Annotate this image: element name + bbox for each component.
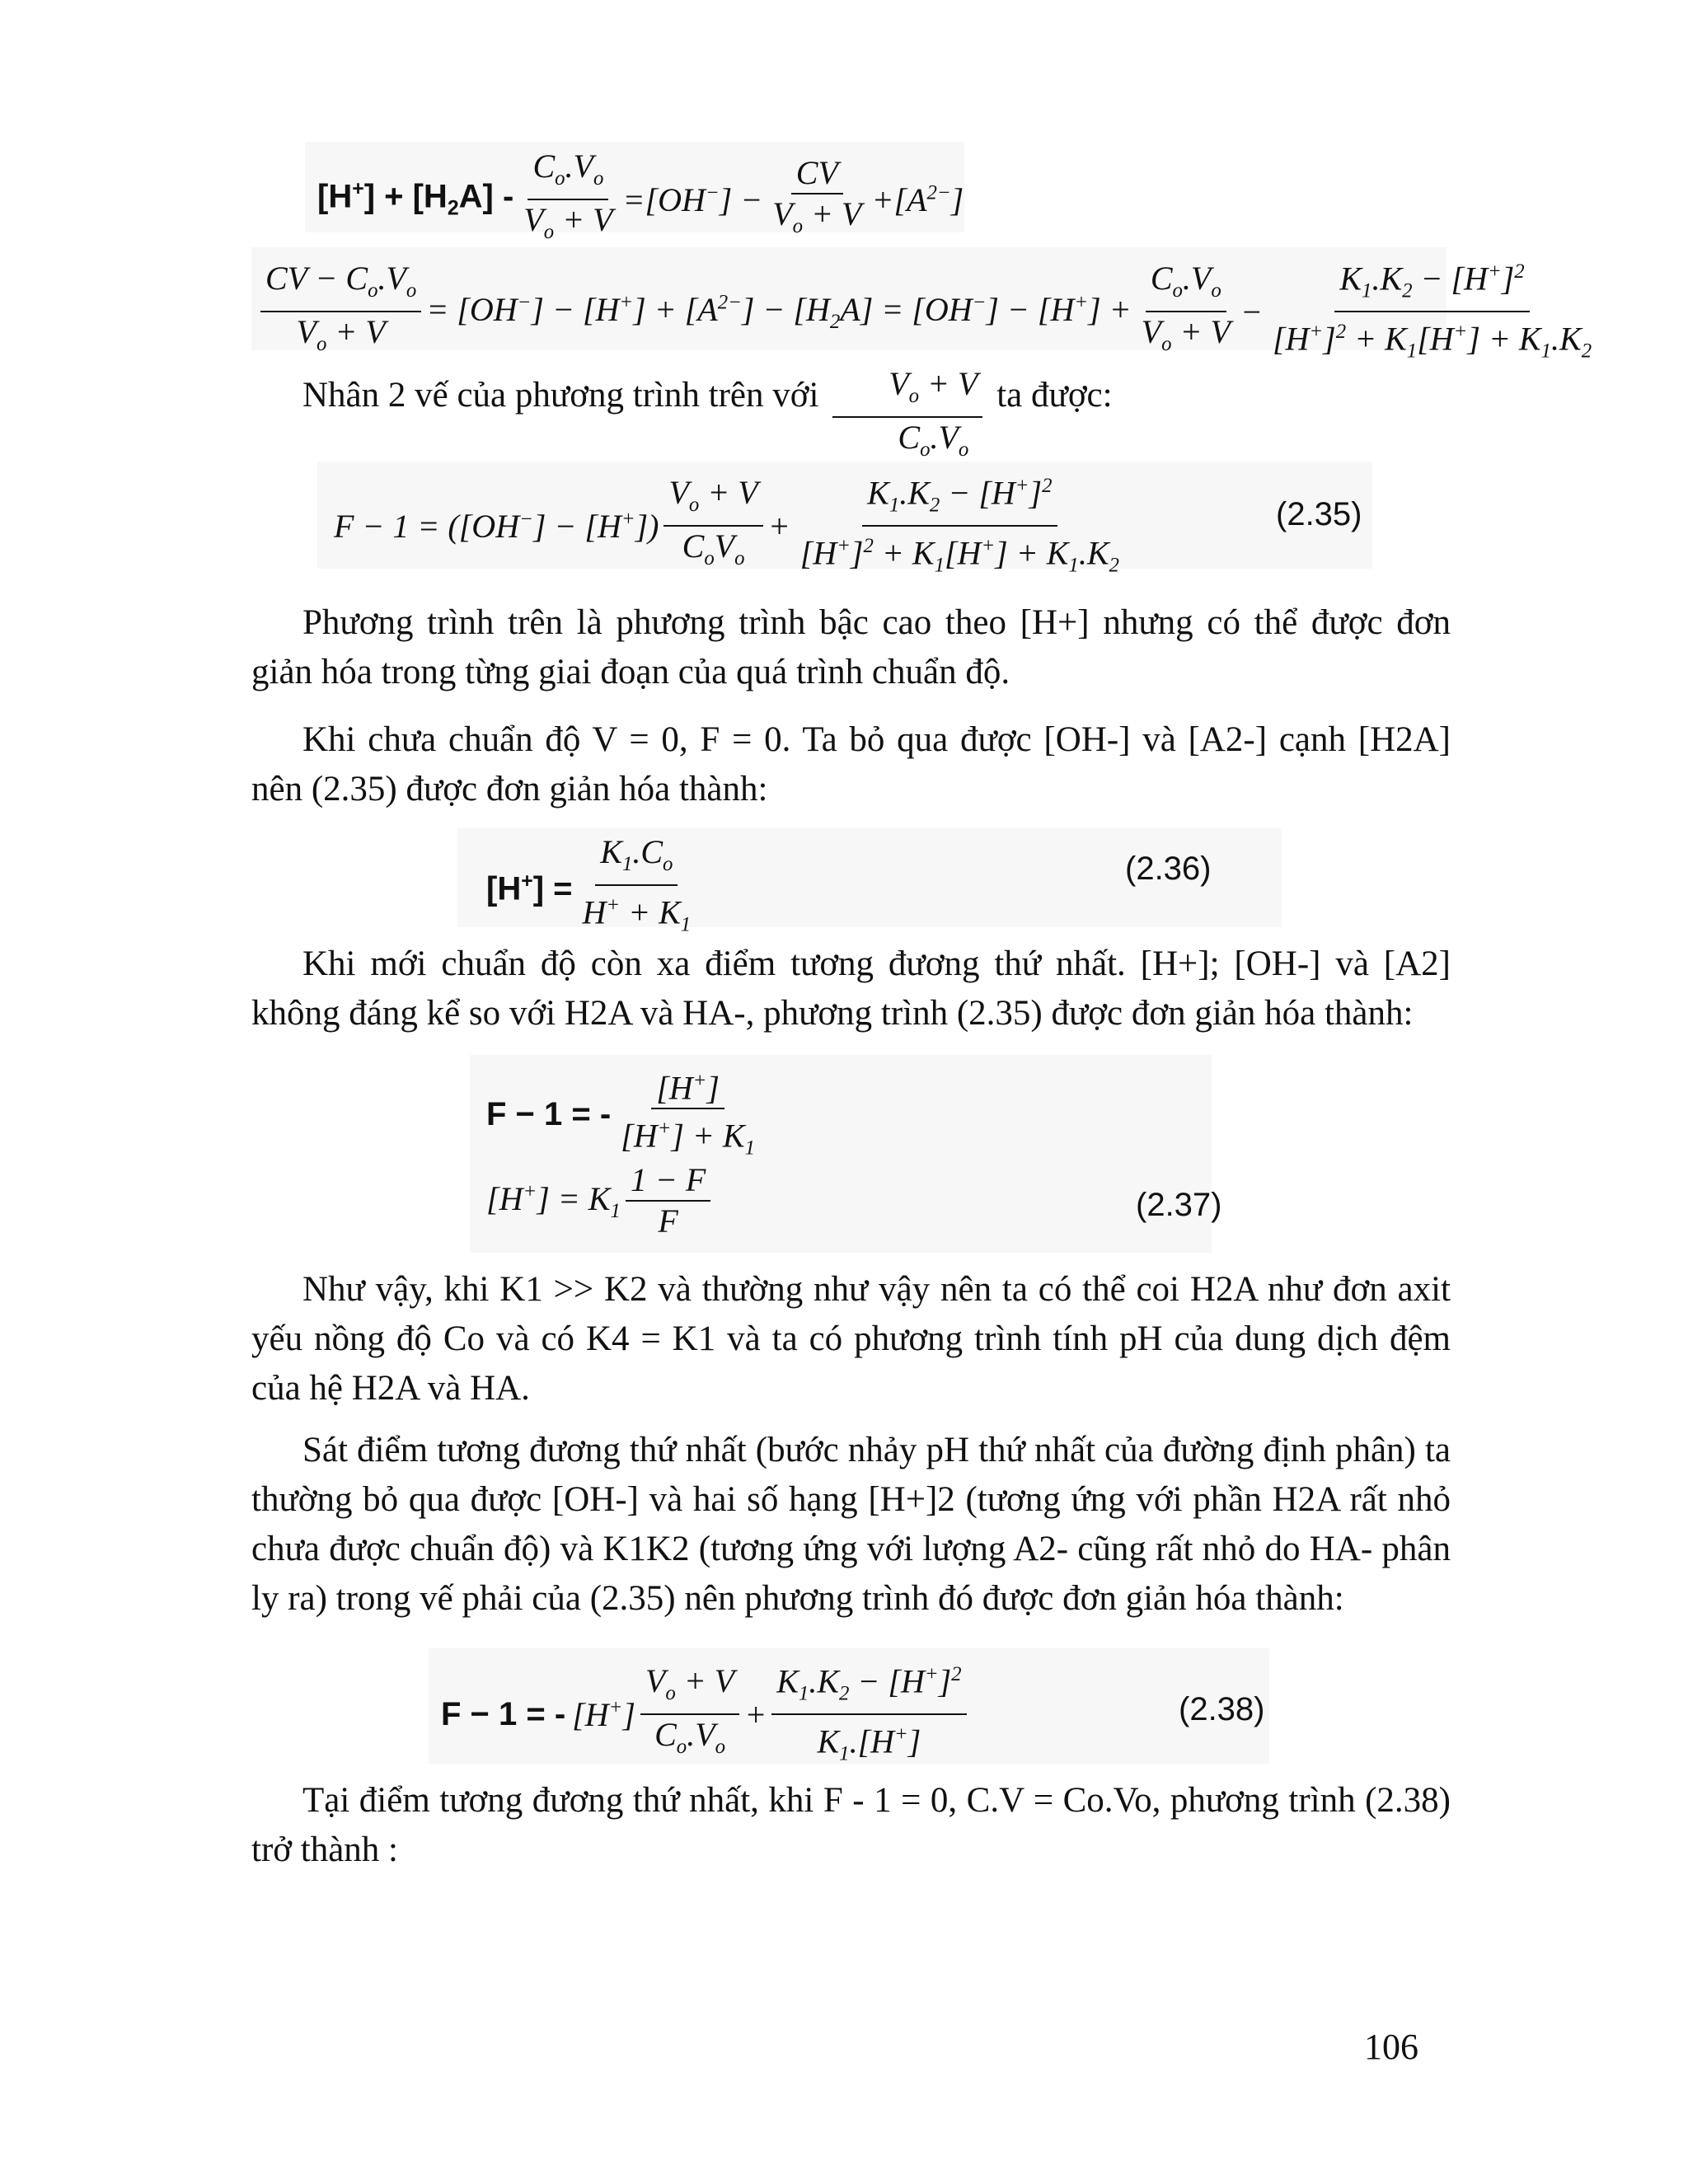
equation-2-36: [H+] = $\frac{K_1.C_o}{H^+ + K_1}$ xyxy=(486,833,692,936)
equation-label: (2.35) xyxy=(1276,496,1362,532)
paragraph-near-equivalence: Sát điểm tương đương thứ nhất (bước nhảy pH thứ nhất của đường định phân) ta thường bỏ qua được [OH-] và hai số hạng [H+]2 (tương ứng với phần H2A rất nhỏ chưa được chuẩn độ) và K1K2 (tương ứng với lượng A2- cũng rất nhỏ do HA- phân ly ra) trong vế phải của (2.35) nên phương trình đó được đơn giản hóa thành: xyxy=(251,1431,1451,1618)
equation-charge-balance-1: $[H^+] + [H_2A]$ - $\frac{C_o.V_o}{V_o + V}$ =[OH−] − $\frac{CV}{V_o + V}$ $+[A^{2-}]$ xyxy=(317,148,964,243)
equation-label: (2.36) xyxy=(1125,851,1212,887)
equation-2-35: F − 1 = ([OH−] − [H+]) $\frac{V_o + V}{C_oV_o}$ + $\frac{K_1.K_2 - [H^+]^2}{[H^+]^2 + K_1[H^+] + K_1.K_2}$ xyxy=(334,468,1129,584)
equation-2-37-b: $[H^+] = K_1$ $\frac{1 - F}{F}$ xyxy=(486,1162,715,1240)
equation-2-38: F − 1 = - [H+] $\frac{V_o + V}{C_o.V_o}$ + $\frac{K_1.K_2 - [H^+]^2}{K_1.[H^+]}$ xyxy=(441,1657,972,1773)
paragraph-high-order: Phương trình trên là phương trình bậc cao theo [H+] nhưng có thể được đơn giản hóa trong từng giai đoạn của quá trình chuẩn độ. xyxy=(251,603,1451,691)
page-number: 106 xyxy=(1364,2027,1418,2067)
paragraph-far-from-equivalence: Khi mới chuẩn độ còn xa điểm tương đương thứ nhất. [H+]; [OH-] và [A2] không đáng kể so với H2A và HA-, phương trình (2.35) được đơn giản hóa thành: xyxy=(251,944,1451,1033)
equation-charge-balance-2: $\frac{CV - C_o.V_o}{V_o + V}$ = $[OH^-] - [H^+] + [A^{2-}] - [H_2A] = [OH^-] - [H^+]$ + $\frac{C_o.V_o}{V_o + V}$ − $\frac{K_1.K_2 - [H^+]^2}{[H^+]^2 + K_1[H^+] + K_1.K_2}$ xyxy=(256,254,1601,370)
paragraph-before-titration: Khi chưa chuẩn độ V = 0, F = 0. Ta bỏ qua được [OH-] và [A2-] cạnh [H2A] nên (2.35) được đơn giản hóa thành: xyxy=(251,720,1451,808)
paragraph-first-equivalence: Tại điểm tương đương thứ nhất, khi F - 1 = 0, C.V = Co.Vo, phương trình (2.38) trở thành : xyxy=(251,1781,1451,1869)
equation-2-37-a: F − 1 = - $\frac{[H^+]}{[H^+] + K_1}$ xyxy=(486,1063,765,1167)
equation-label: (2.37) xyxy=(1136,1187,1222,1223)
paragraph-weak-acid: Như vậy, khi K1 >> K2 và thường như vậy nên ta có thể coi H2A như đơn axit yếu nồng độ Co và có K4 = K1 và ta có phương trình tính pH của dung dịch đệm của hệ H2A và HA. xyxy=(251,1270,1451,1408)
equation-label: (2.38) xyxy=(1179,1691,1265,1727)
paragraph-multiply: Nhân 2 vế của phương trình trên với $\frac{V_o + V}{C_o.V_o}$ ta được: xyxy=(302,365,1113,461)
